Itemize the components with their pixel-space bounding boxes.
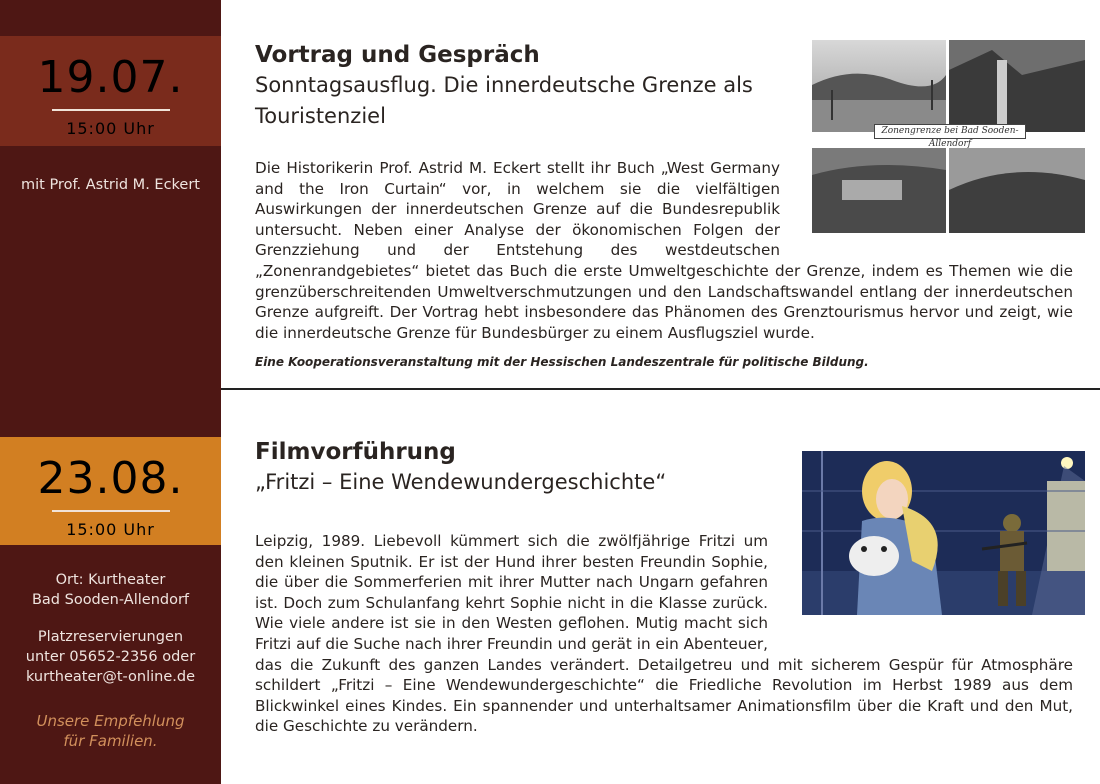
- event2-location: [0, 570, 221, 610]
- event1-date: 19.07.: [37, 52, 184, 103]
- postcard-caption: Zonengrenze bei Bad Sooden-Allendorf: [874, 124, 1026, 139]
- event2-recommendation: [0, 711, 221, 751]
- event1-title: Vortrag und Gespräch: [255, 42, 540, 68]
- event1-subtitle-line-1: Sonntagsausflug. Die innerdeutsche Grenze als: [255, 73, 753, 97]
- section-divider: [221, 388, 1100, 390]
- event2-subtitle: „Fritzi – Eine Wendewundergeschichte“: [255, 470, 667, 494]
- event1-time: 15:00 Uhr: [66, 119, 155, 138]
- event1-cooperation-wrap: [255, 355, 1075, 369]
- event2-date: 23.08.: [37, 453, 184, 504]
- event1-body: Die Historikerin Prof. Astrid M. Eckert stellt ihr Buch „West Germany and the Iron Curtain“ vor, in welchem sie die vielfältigen Auswirkungen der innerdeutschen Grenze auf die Bundesrepublik untersucht. Neben einer Analyse der ökonomischen Folgen der Grenzziehung und der Entstehung des westdeutschen „Zonenrandgebietes“ bietet das Buch die erste Umweltgeschichte der Grenze, indem es Themen wie die grenzüberschreitenden Umweltverschmutzungen und den Landschaftswandel entlang der innerdeutschen Grenze aufgreift. Der Vortrag hebt insbesondere das Phänomen des Grenztourismus hervor und zeigt, wie die innerdeutsche Grenze für Bundesbürger zu einem Ausflugsziel wurde.: [255, 159, 1073, 342]
- location-line-1: Ort: Kurtheater: [55, 572, 166, 588]
- date-rule: [52, 510, 170, 512]
- reservation-email[interactable]: kurtheater@t-online.de: [25, 669, 195, 685]
- event1-cooperation: Eine Kooperationsveranstaltung mit der Hessischen Landeszentrale für politische Bildung.: [255, 355, 869, 369]
- reservation-line-1: Platzreservierungen: [37, 629, 184, 645]
- event2-body-wrap: [255, 531, 1073, 737]
- event2-body: Leipzig, 1989. Liebevoll kümmert sich die zwölfjährige Fritzi um den kleinen Sputnik. Er ist der Hund ihrer besten Freundin Sophie, die über die Sommerferien mit ihrer Mutter nach Ungarn gefahren ist. Doch zum Schulanfang kehrt Sophie nicht in die Klasse zurück. Wie viele andere ist sie in den Westen geflohen. Mutig macht sich Fritzi auf die Suche nach ihrer Freundin und gerät in ein Abenteuer, das die Zukunft des ganzen Landes verändert. Detailgetreu und mit sicherem Gespür für Atmosphäre schildert „Fritzi – Eine Wendewundergeschichte“ die Friedliche Revolution im Herbst 1989 aus dem Blickwinkel eines Kindes. Ein spannender und unterhaltsamer Animationsfilm über die Kraft und den Mut, die Geschichte zu verändern.: [255, 532, 1073, 736]
- event1-subtitle: [255, 70, 795, 132]
- event2-time: 15:00 Uhr: [66, 520, 155, 539]
- event1-header: [255, 40, 795, 132]
- date-box-2: [0, 437, 221, 545]
- event1-body-wrap: [255, 158, 1073, 343]
- event1-subtitle-line-2: Touristenziel: [255, 104, 386, 128]
- recommend-line-2: für Familien.: [63, 732, 158, 750]
- event2-reservation: [0, 627, 221, 687]
- date-rule: [52, 109, 170, 111]
- recommend-line-1: Unsere Empfehlung: [36, 712, 185, 730]
- date-box-1: [0, 36, 221, 146]
- event2-header: [255, 437, 795, 498]
- event2-title: Filmvorführung: [255, 439, 456, 465]
- reservation-line-2: unter 05652-2356 oder: [25, 649, 196, 665]
- location-line-2: Bad Sooden-Allendorf: [31, 592, 190, 608]
- event1-speaker: mit Prof. Astrid M. Eckert: [21, 177, 200, 193]
